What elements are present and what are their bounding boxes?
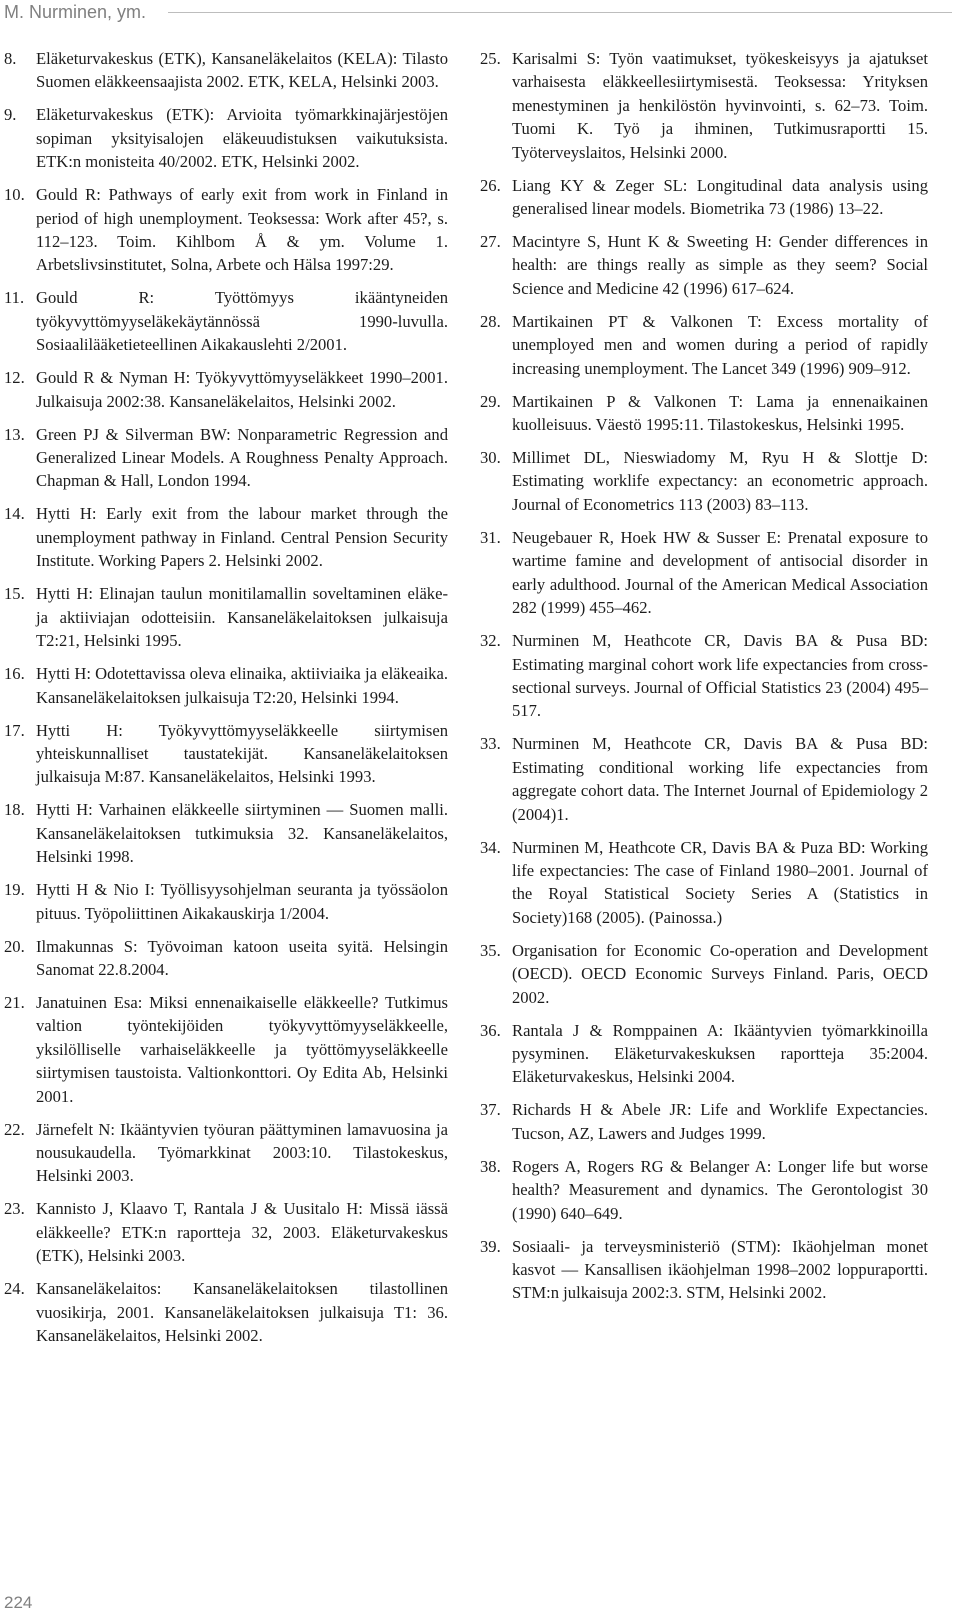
header-rule [168, 12, 952, 13]
reference-item [4, 1197, 448, 1267]
reference-text: Hytti H: Työkyvyttömyyseläkkeelle siirtymisen yhteiskunnalliset taustatekijät. Kansaneläkelaitoksen julkaisuja M:87. Kansaneläkelaitos, Helsinki 1993. [36, 720, 448, 787]
page-header [0, 0, 960, 30]
reference-number: 23. [4, 1199, 25, 1219]
reference-text: Kannisto J, Klaavo T, Rantala J & Uusitalo H: Missä iässä eläkkeelle? ETK:n raportteja 32, 2003. Eläketurvakeskus (ETK), Helsinki 2003. [36, 1199, 448, 1266]
reference-text: Rogers A, Rogers RG & Belanger A: Longer life but worse health? Measurement and dynamics. The Gerontologist 30 (1990) 640–649. [512, 1156, 928, 1223]
reference-item [4, 935, 448, 982]
reference-item [480, 1155, 928, 1225]
reference-text: Kansaneläkelaitos: Kansaneläkelaitoksen tilastollinen vuosikirja, 2001. Kansaneläkelaitoksen julkaisuja T1: 36. Kansaneläkelaitos, Helsinki 2002. [36, 1279, 448, 1345]
reference-item [480, 1235, 928, 1305]
reference-item [4, 183, 448, 277]
reference-number: 32. [480, 631, 501, 651]
reference-item [4, 1118, 448, 1188]
reference-item [480, 836, 928, 930]
reference-text: Karisalmi S: Työn vaatimukset, työkeskeisyys ja ajatukset varhaisesta eläkkeellesiirtymisestä. Teoksessa: Yrityksen menestyminen ja henkilöstön hyvinvointi, s. 62–73. Toim. Tuomi K. Työ ja ihminen, Tutkimusraportti 15. Työterveyslaitos, Helsinki 2000. [512, 49, 928, 162]
reference-text: Janatuinen Esa: Miksi ennenaikaiselle eläkkeelle? Tutkimus valtion työntekijöiden työkyvyttömyyseläkkeelle, yksilölliselle varhaiseläkkeelle ja työttömyyseläkkeelle siirtymisen taustoista. Valtionkonttori. Oy Edita Ab, Helsinki 2001. [36, 992, 448, 1106]
reference-number: 29. [480, 391, 501, 411]
reference-text: Järnefelt N: Ikääntyvien työuran päättyminen lamavuosina ja nousukaudella. Työmarkkinat 2003:10. Tilastokeskus, Helsinki 2003. [36, 1119, 448, 1186]
reference-text: Sosiaali- ja terveysministeriö (STM): Ikäohjelman monet kasvot — Kansallisen ikäohjelman 1998–2002 loppuraportti. STM:n julkaisuja 2002:3. STM, Helsinki 2002. [512, 1236, 928, 1303]
reference-text: Eläketurvakeskus (ETK), Kansaneläkelaitos (KELA): Tilasto Suomen eläkkeensaajista 2002. ETK, KELA, Helsinki 2003. [36, 49, 448, 92]
reference-text: Eläketurvakeskus (ETK): Arvioita työmarkkinajärjestöjen sopiman yksityisalojen eläkeuudistuksen vaikutuksista. ETK:n monisteita 40/2002. ETK, Helsinki 2002. [36, 105, 448, 172]
reference-text: Martikainen PT & Valkonen T: Excess mortality of unemployed men and women during a period of rapidly increasing unemployment. The Lancet 349 (1996) 909–912. [512, 311, 928, 378]
reference-number: 13. [4, 424, 25, 444]
reference-column-left [4, 47, 448, 1357]
reference-item [4, 582, 448, 652]
reference-text: Ilmakunnas S: Työvoiman katoon useita syitä. Helsingin Sanomat 22.8.2004. [36, 936, 448, 979]
reference-number: 12. [4, 368, 25, 388]
reference-item [4, 719, 448, 789]
page-number: 224 [4, 1593, 33, 1612]
reference-number: 26. [480, 175, 501, 195]
reference-item [4, 878, 448, 925]
reference-number: 31. [480, 527, 501, 547]
reference-number: 20. [4, 936, 25, 956]
reference-number: 33. [480, 734, 501, 754]
reference-text: Liang KY & Zeger SL: Longitudinal data analysis using generalised linear models. Biometrika 73 (1986) 13–22. [512, 175, 928, 219]
reference-text: Hytti H & Nio I: Työllisyysohjelman seuranta ja työssäolon pituus. Työpoliittinen Aikakauskirja 1/2004. [36, 880, 448, 923]
reference-item [4, 662, 448, 709]
reference-number: 11. [4, 288, 25, 308]
reference-text: Neugebauer R, Hoek HW & Susser E: Prenatal exposure to wartime famine and development of antisocial disorder in early adulthood. Journal of the American Medical Association 282 (1999) 455–462. [512, 527, 928, 618]
reference-item [480, 174, 928, 221]
reference-text: Nurminen M, Heathcote CR, Davis BA & Puza BD: Working life expectancies: The case of Finland 1980–2001. Journal of the Royal Statistical Society Series A (Statistics in Society)168 (2005). (Painossa.) [512, 837, 928, 927]
reference-text: Hytti H: Odotettavissa oleva elinaika, aktiiviaika ja eläkeaika. Kansaneläkelaitoksen julkaisuja T2:20, Helsinki 1994. [36, 664, 448, 707]
reference-text: Gould R: Työttömyys ikääntyneiden työkyvyttömyyseläkekäytännössä 1990-luvulla. Sosiaalilääketieteellinen Aikakauslehti 2/2001. [36, 288, 448, 355]
reference-number: 39. [480, 1236, 501, 1256]
reference-item [4, 47, 448, 94]
reference-item [4, 502, 448, 572]
reference-number: 27. [480, 232, 501, 252]
reference-number: 37. [480, 1100, 501, 1120]
reference-item [480, 230, 928, 300]
reference-item [4, 103, 448, 173]
reference-item [480, 732, 928, 826]
reference-number: 36. [480, 1020, 501, 1040]
reference-item [4, 991, 448, 1108]
reference-number: 16. [4, 664, 25, 684]
reference-item [480, 526, 928, 620]
reference-item [480, 939, 928, 1009]
reference-item [480, 1019, 928, 1089]
reference-number: 34. [480, 837, 501, 857]
reference-text: Hytti H: Elinajan taulun monitilamallin soveltaminen eläke- ja aktiiviajan odotteisiin. Kansaneläkelaitoksen julkaisuja T2:21, Helsinki 1995. [36, 584, 448, 651]
reference-column-right [480, 47, 928, 1314]
reference-text: Macintyre S, Hunt K & Sweeting H: Gender differences in health: are things really as simple as they seem? Social Science and Medicine 42 (1996) 617–624. [512, 232, 928, 298]
reference-text: Richards H & Abele JR: Life and Worklife Expectancies. Tucson, AZ, Lawers and Judges 1999. [512, 1100, 928, 1143]
reference-number: 38. [480, 1156, 501, 1176]
reference-item [480, 629, 928, 723]
reference-item [480, 310, 928, 380]
reference-number: 19. [4, 880, 25, 900]
reference-item [4, 423, 448, 493]
reference-number: 18. [4, 800, 25, 820]
reference-text: Nurminen M, Heathcote CR, Davis BA & Pusa BD: Estimating conditional working life expectancies from aggregate cohort data. The Internet Journal of Epidemiology 2 (2004)1. [512, 734, 928, 824]
reference-text: Nurminen M, Heathcote CR, Davis BA & Pusa BD: Estimating marginal cohort work life expectancies from cross-sectional surveys. Journal of Official Statistics 23 (2004) 495–517. [512, 631, 928, 721]
reference-text: Gould R & Nyman H: Työkyvyttömyyseläkkeet 1990–2001. Julkaisuja 2002:38. Kansaneläkelaitos, Helsinki 2002. [36, 368, 448, 411]
reference-number: 14. [4, 504, 25, 524]
reference-text: Green PJ & Silverman BW: Nonparametric Regression and Generalized Linear Models. A Roughness Penalty Approach. Chapman & Hall, London 1994. [36, 424, 448, 491]
reference-item [480, 446, 928, 516]
reference-item [480, 47, 928, 164]
reference-number: 10. [4, 185, 25, 205]
reference-number: 21. [4, 992, 25, 1012]
reference-number: 30. [480, 448, 501, 468]
reference-text: Hytti H: Early exit from the labour market through the unemployment pathway in Finland. Central Pension Security Institute. Working Papers 2. Helsinki 2002. [36, 504, 448, 571]
reference-text: Organisation for Economic Co-operation and Development (OECD). OECD Economic Surveys Finland. Paris, OECD 2002. [512, 940, 928, 1007]
reference-number: 35. [480, 940, 501, 960]
reference-text: Hytti H: Varhainen eläkkeelle siirtyminen — Suomen malli. Kansaneläkelaitoksen tutkimuksia 32. Kansaneläkelaitos, Helsinki 1998. [36, 800, 448, 867]
reference-number: 22. [4, 1119, 25, 1139]
running-head: M. Nurminen, ym. [4, 2, 147, 22]
reference-item [4, 1277, 448, 1347]
reference-number: 25. [480, 49, 501, 68]
reference-number: 17. [4, 720, 25, 740]
reference-number: 28. [480, 311, 501, 331]
reference-item [4, 366, 448, 413]
reference-number: 9. [4, 105, 17, 125]
reference-item [480, 390, 928, 437]
reference-item [4, 798, 448, 868]
reference-number: 15. [4, 584, 25, 604]
reference-item [4, 286, 448, 356]
reference-text: Gould R: Pathways of early exit from work in Finland in period of high unemployment. Teoksessa: Work after 45?, s. 112–123. Toim. Kihlbom Å & ym. Volume 1. Arbetslivsinstitutet, Solna, Arbete och Hälsa 1997:29. [36, 185, 448, 275]
reference-item [480, 1098, 928, 1145]
reference-text: Rantala J & Romppainen A: Ikääntyvien työmarkkinoilla pysyminen. Eläketurvakeskuksen raportteja 35:2004. Eläketurvakeskus, Helsinki 2004. [512, 1020, 928, 1087]
reference-number: 24. [4, 1279, 25, 1299]
reference-text: Millimet DL, Nieswiadomy M, Ryu H & Slottje D: Estimating worklife expectancy: an econometric approach. Journal of Econometrics 113 (2003) 83–113. [512, 448, 928, 514]
reference-number: 8. [4, 49, 17, 68]
reference-text: Martikainen P & Valkonen T: Lama ja ennenaikainen kuolleisuus. Väestö 1995:11. Tilastokeskus, Helsinki 1995. [512, 391, 928, 435]
